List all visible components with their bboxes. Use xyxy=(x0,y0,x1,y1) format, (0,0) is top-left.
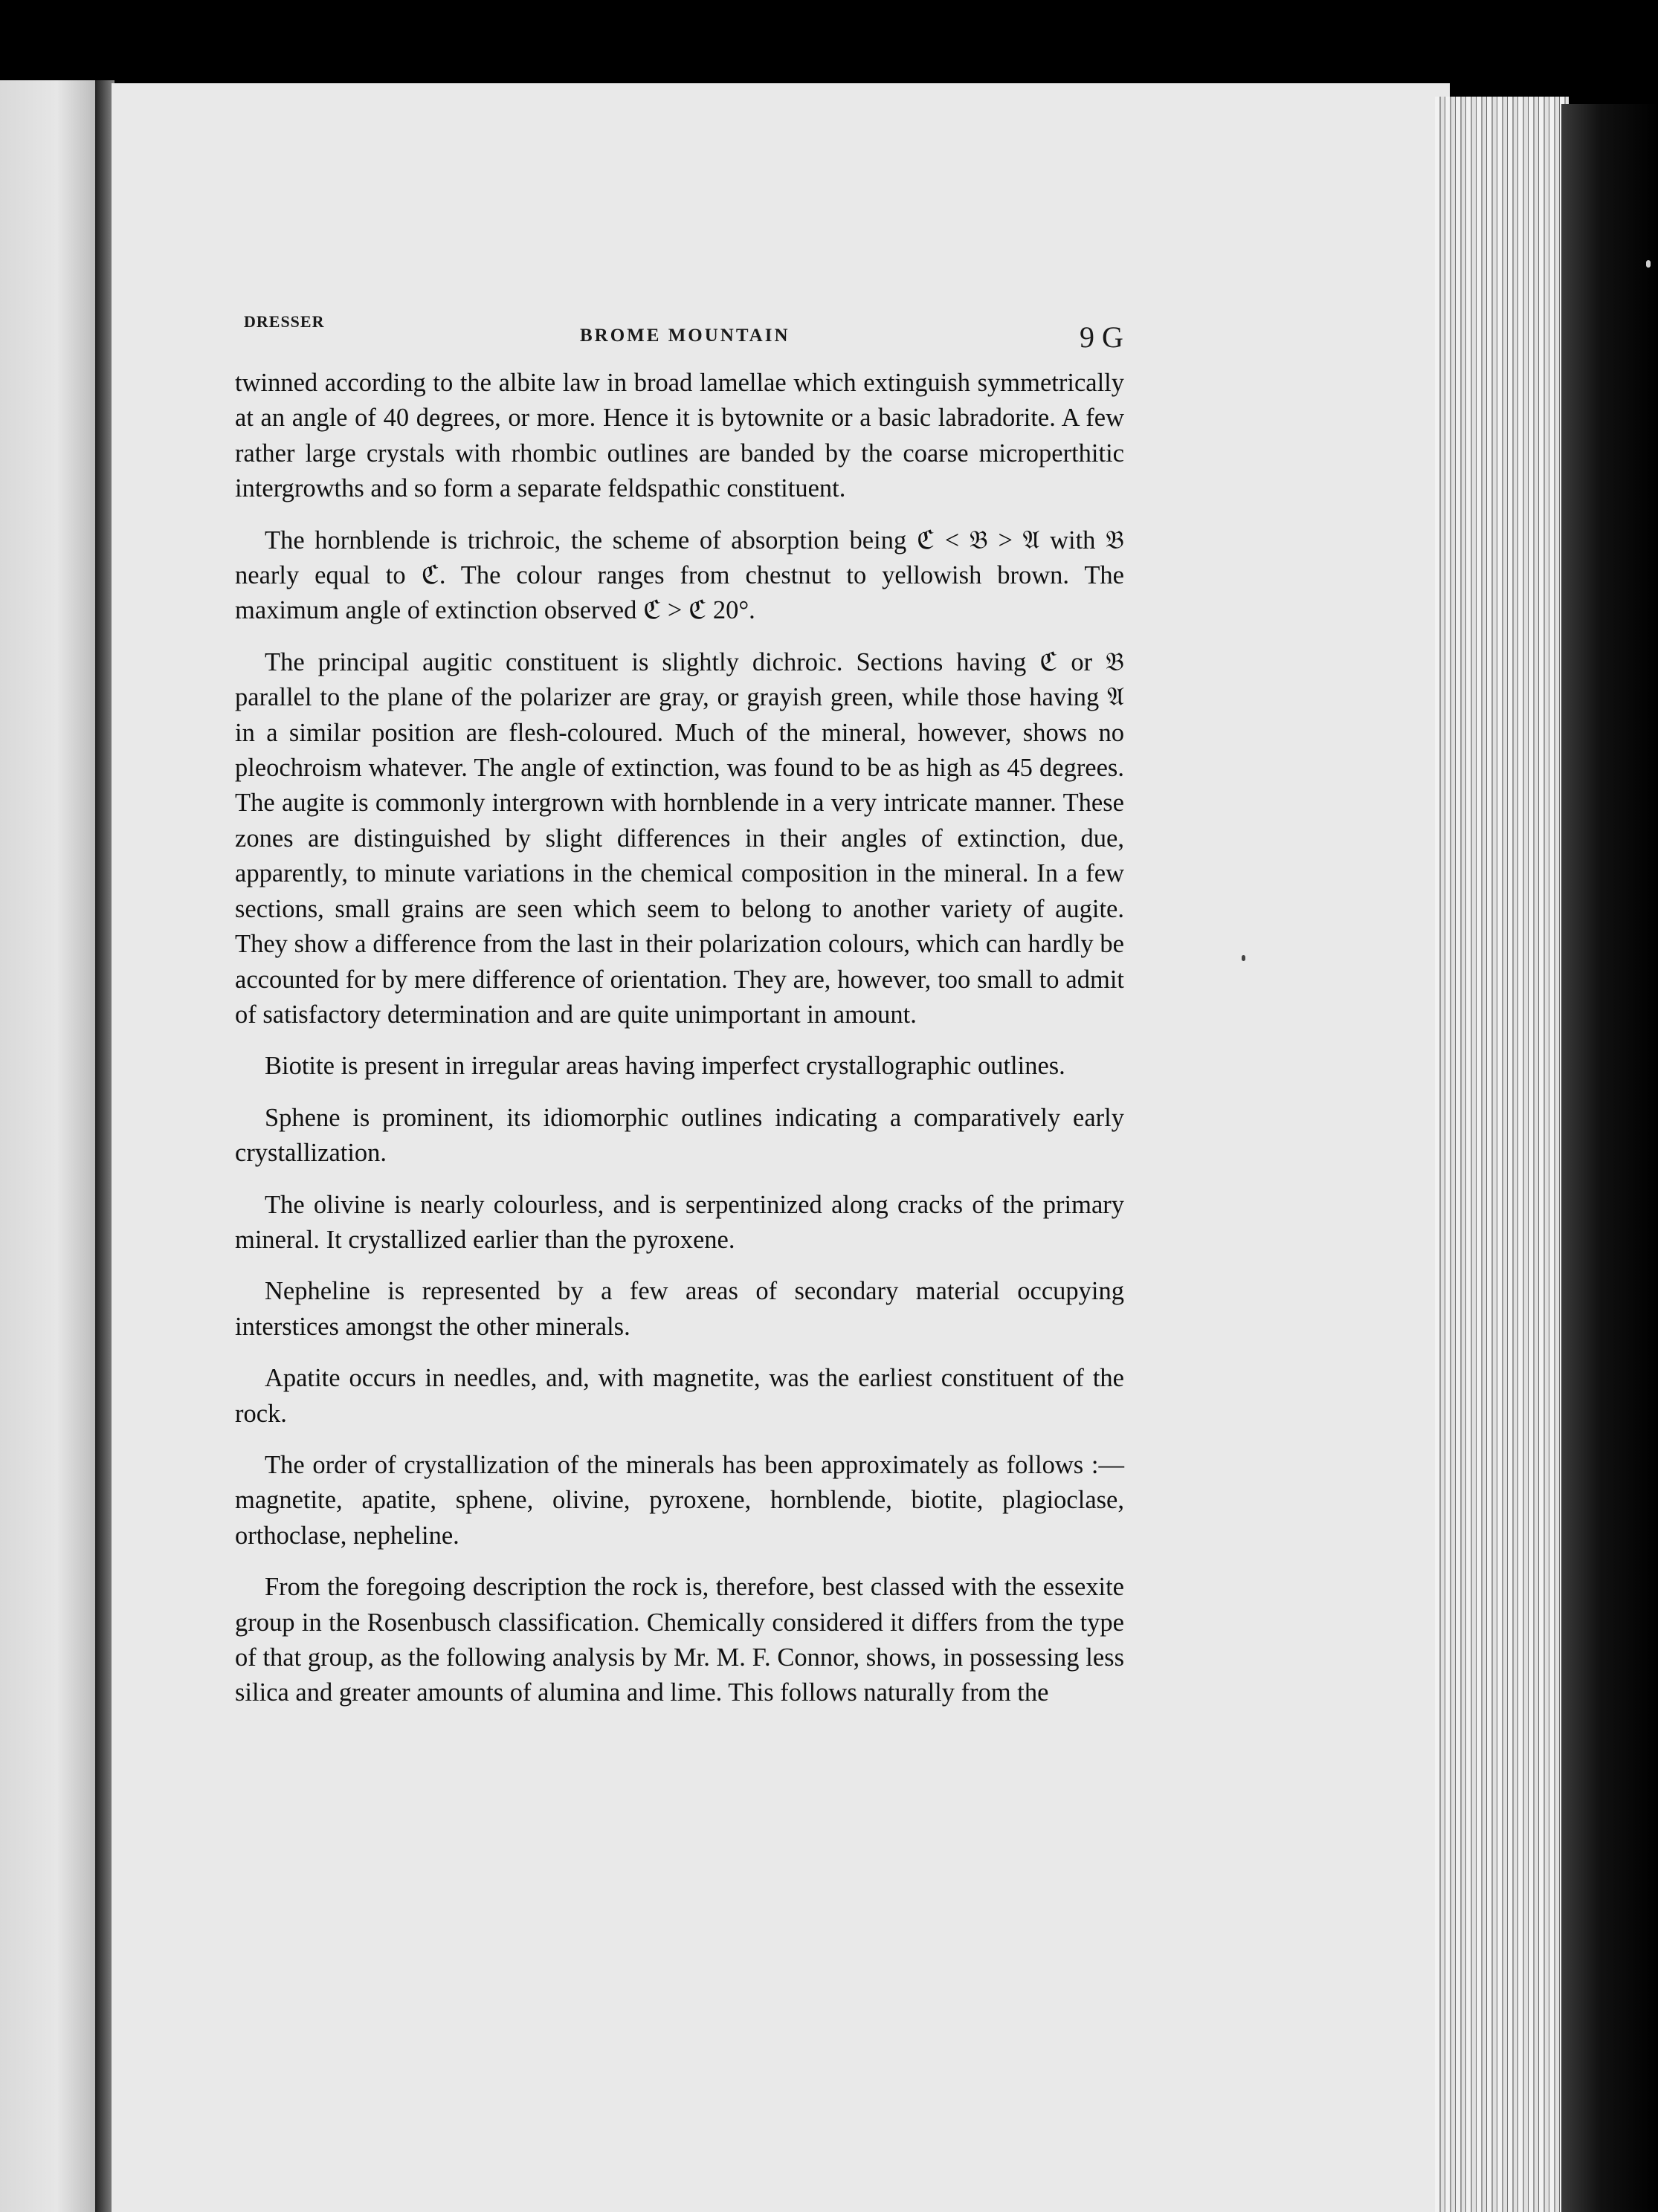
paragraph: The order of crystallization of the minerals has been approximately as follows :—magnetite, apatite, sphene, olivine, pyroxene, hornblende, biotite, plagioclase, orthoclase, nepheline. xyxy=(235,1450,1124,1550)
paragraph: Biotite is present in irregular areas having imperfect crystallographic outlines. xyxy=(265,1052,1065,1081)
right-edge-shadow xyxy=(1561,104,1658,2212)
right-page-edges xyxy=(1435,97,1569,2212)
page-speck xyxy=(1242,955,1245,961)
page-number: 9 G xyxy=(1080,320,1123,354)
paragraph: The principal augitic constituent is slightly dichroic. Sections having ℭ or 𝔅 parallel to the plane of the polarizer are gray, or grayish green, while those having 𝔄 in a similar position are flesh-coloured. Much of the mineral, however, shows no pleochroism whatever. The angle of extinction, was found to be as high as 45 degrees. The augite is commonly intergrown with hornblende in a very intricate manner. These zones are distinguished by slight differences in their angles of extinction, due, apparently, to minute variations in the chemical composition in the mineral. In a few sections, small grains are seen which seem to belong to another variety of augite. They show a difference from the last in their polarization colours, which can hardly be accounted for by mere difference of orientation. They are, however, too small to admit of satisfactory determination and are quite unimportant in amount. xyxy=(235,647,1124,1029)
running-head-title: BROME MOUNTAIN xyxy=(580,326,790,346)
paragraph: twinned according to the albite law in broad lamellae which extinguish symmetrically at an angle of 40 degrees, or more. Hence it is bytownite or a basic labradorite. A few rather large crystals with rhombic outlines are banded by the coarse microperthitic intergrowths and so form a separate feldspathic constituent. xyxy=(235,369,1124,503)
edge-speck xyxy=(1646,260,1651,268)
paragraph: From the foregoing description the rock is, therefore, best classed with the essexite group in the Rosenbusch classification. Chemically considered it differs from the type of that group, as the following analysis by Mr. M. F. Connor, shows, in possessing less silica and greater amounts of alumina and lime. This follows naturally from the xyxy=(235,1573,1124,1707)
paragraph: Nepheline is represented by a few areas of secondary material occupying interstices amongst the other minerals. xyxy=(235,1277,1124,1341)
paragraph: The olivine is nearly colourless, and is serpentinized along cracks of the primary mineral. It crystallized earlier than the pyroxene. xyxy=(235,1190,1124,1254)
paragraph: Apatite occurs in needles, and, with magnetite, was the earliest constituent of the rock. xyxy=(235,1364,1124,1428)
left-page-edge xyxy=(0,80,95,2212)
paragraph: The hornblende is trichroic, the scheme of absorption being ℭ < 𝔅 > 𝔄 with 𝔅 nearly equal to ℭ. The colour ranges from chestnut to yellowish brown. The maximum angle of extinction observed ℭ > ℭ 20°. xyxy=(235,525,1124,625)
body-text xyxy=(235,366,1124,1727)
running-head-author: DRESSER xyxy=(244,312,325,331)
paragraph: Sphene is prominent, its idiomorphic outlines indicating a comparatively early crystallization. xyxy=(235,1103,1124,1168)
